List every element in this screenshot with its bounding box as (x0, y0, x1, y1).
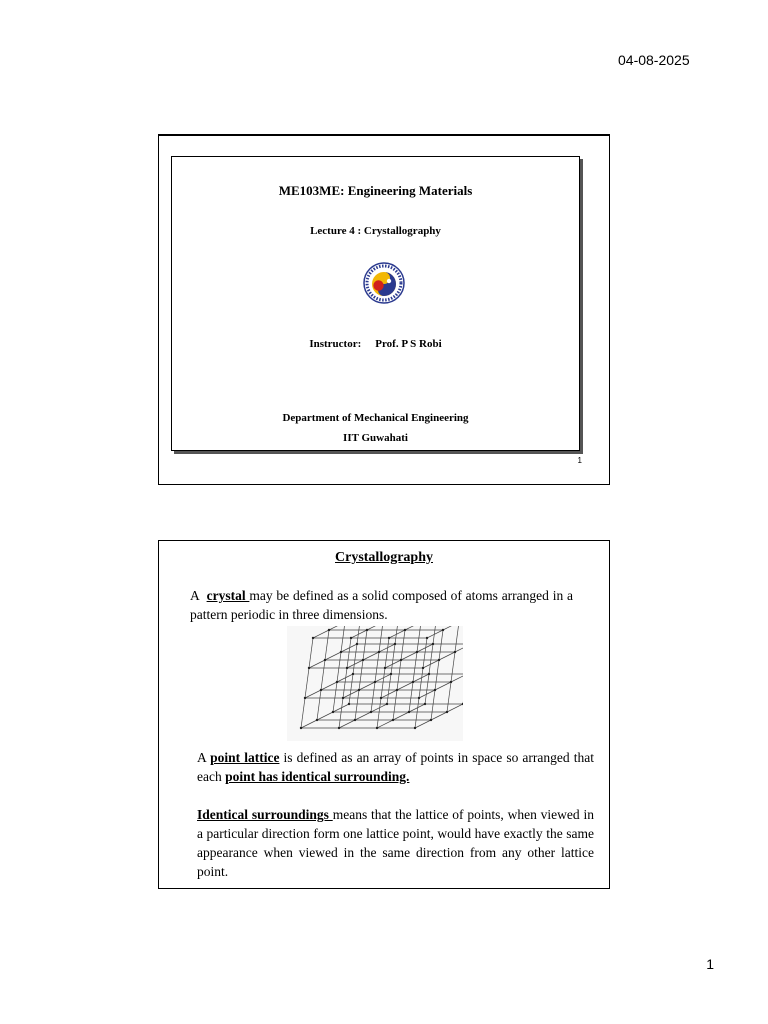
instructor-name: Prof. P S Robi (375, 338, 442, 350)
slide-heading: Crystallography (335, 550, 433, 565)
page-date: 04-08-2025 (618, 52, 690, 68)
crystallography-slide (158, 540, 610, 889)
crystal-keyword: crystal (206, 588, 250, 603)
course-title: ME103ME: Engineering Materials (278, 183, 473, 198)
point-lattice-keyword: point lattice (210, 750, 280, 765)
identical-surrounding-keyword: point has identical surrounding. (225, 769, 410, 784)
title-frame (171, 156, 580, 451)
iit-guwahati-logo-icon (362, 261, 406, 305)
instructor-line (172, 338, 579, 350)
page-number: 1 (706, 956, 714, 972)
instructor-label: Instructor: (309, 338, 362, 350)
institute-name: IIT Guwahati (343, 432, 408, 444)
point-lattice-diagram-icon (287, 626, 463, 741)
title-slide (158, 134, 610, 485)
identical-surroundings-keyword: Identical surroundings (197, 807, 333, 822)
point-lattice-definition: A point lattice is defined as an array of points in space so arranged that each point has identical surrounding. (197, 750, 594, 784)
slide-number: 1 (577, 456, 582, 465)
lecture-title: Lecture 4 : Crystallography (310, 225, 441, 237)
identical-surroundings-definition: Identical surroundings means that the lattice of points, when viewed in a particular direction form one lattice point, would have exactly the same appearance when viewed in the same direction from any other lattice point. (197, 807, 594, 879)
department-name: Department of Mechanical Engineering (282, 412, 469, 424)
crystal-definition: A crystal may be defined as a solid composed of atoms arranged in a pattern periodic in three dimensions. (190, 588, 573, 622)
